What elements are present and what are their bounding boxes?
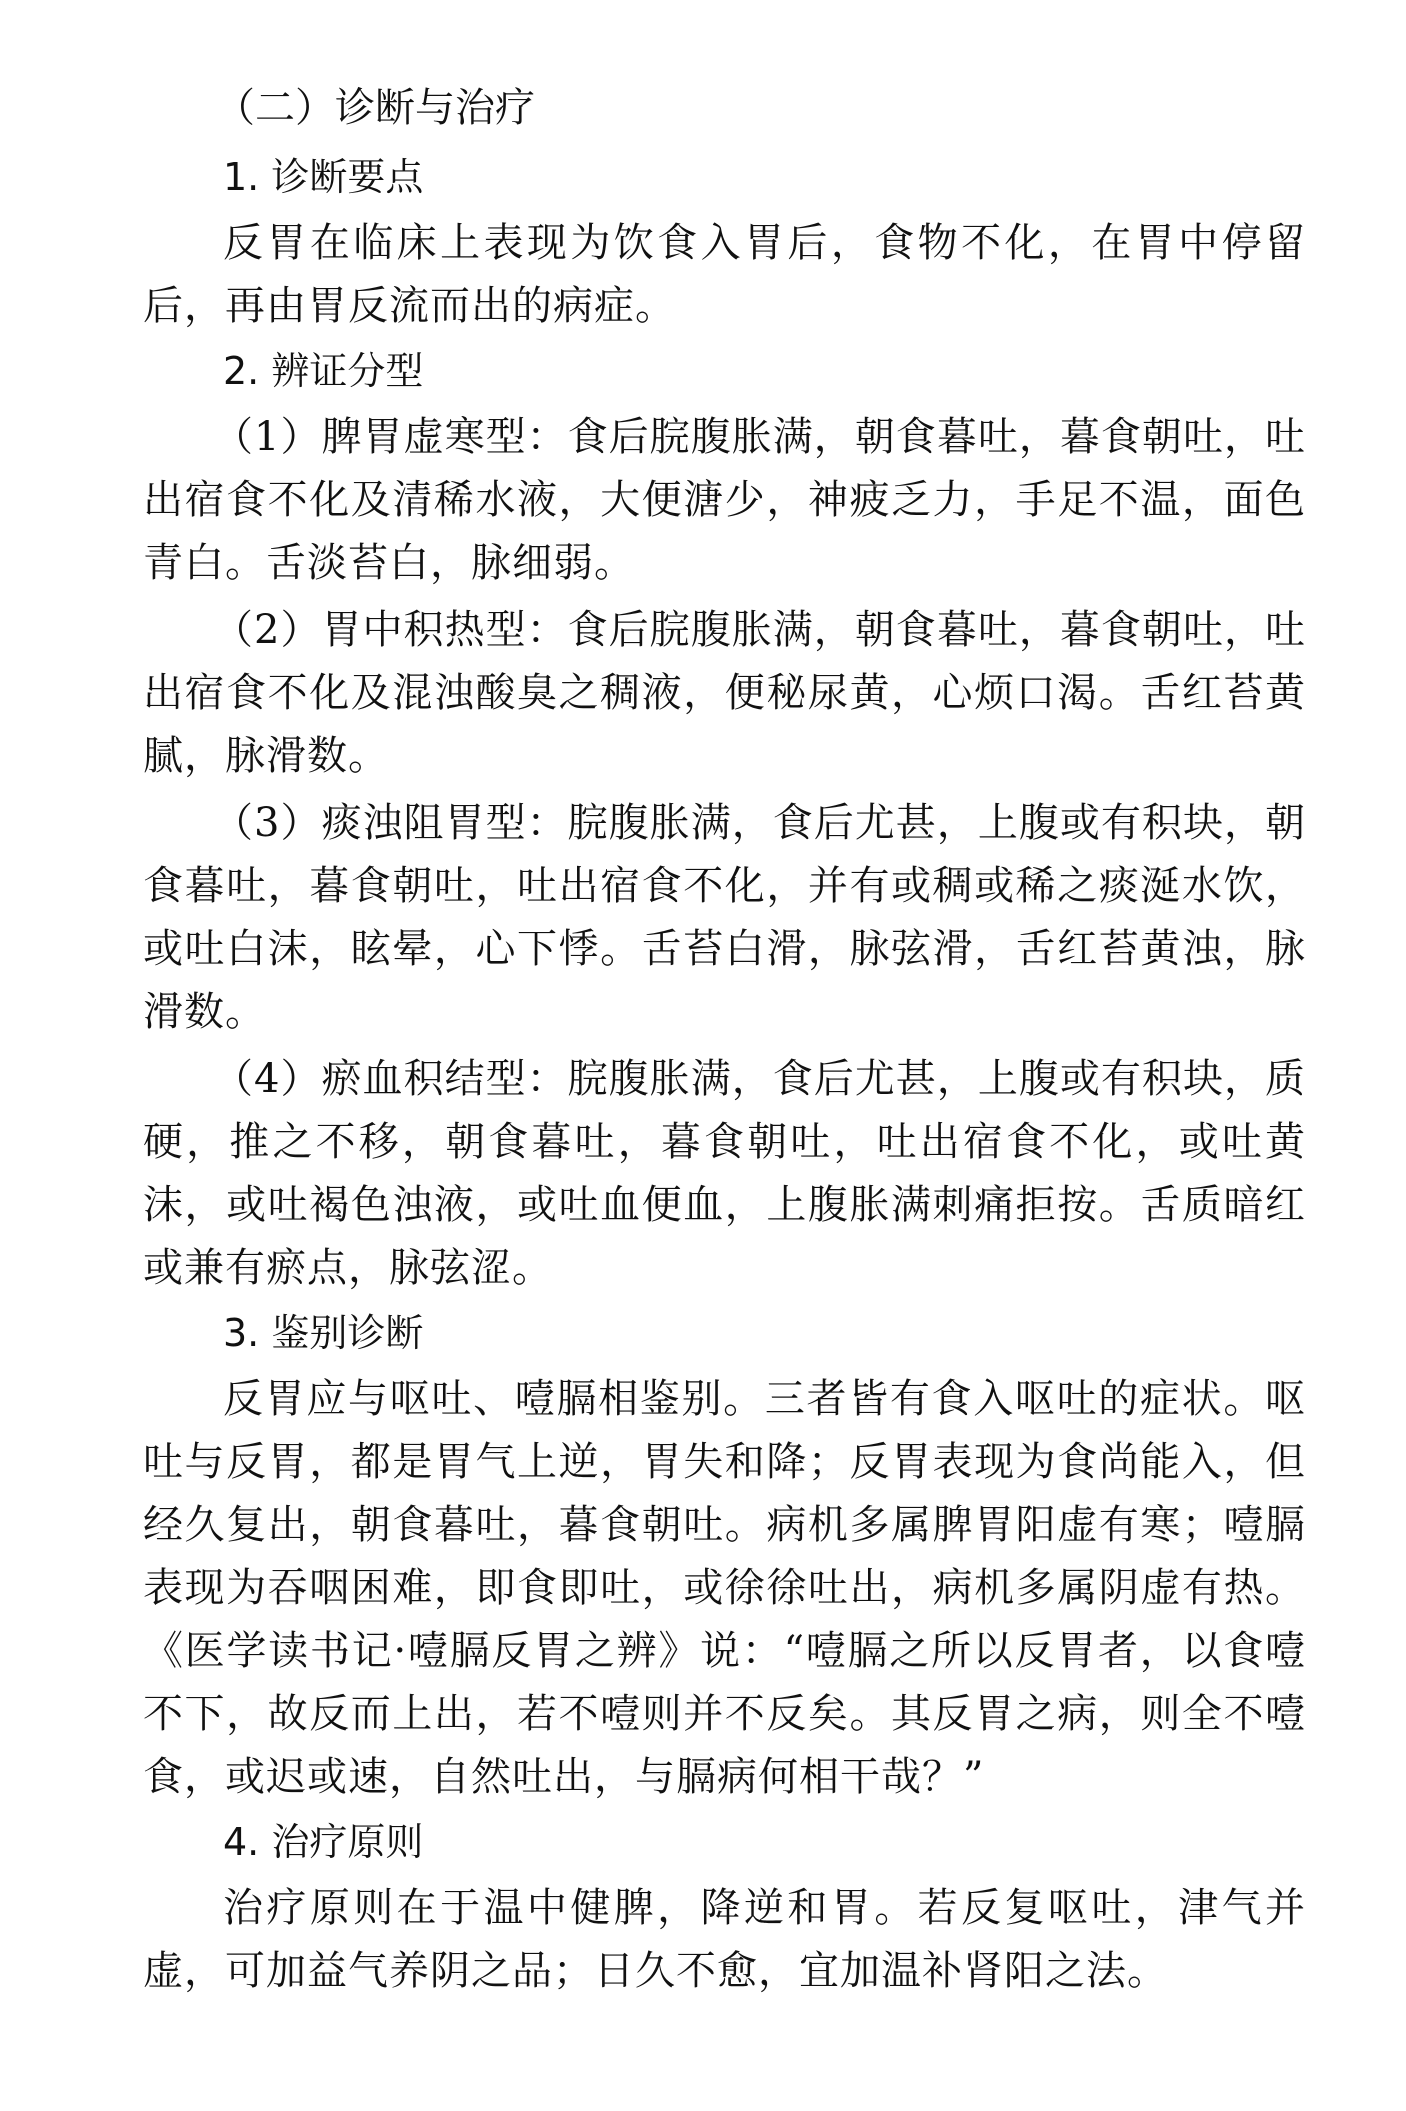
paragraph-type-4: （4）瘀血积结型：脘腹胀满，食后尤甚，上腹或有积块，质硬，推之不移，朝食暮吐，暮食朝吐，吐出宿食不化，或吐黄沫，或吐褐色浊液，或吐血便血，上腹胀满刺痛拒按。舌质暗红或兼有瘀点，脉弦涩。 xyxy=(143,1056,1306,1291)
item-treatment-principle xyxy=(143,1813,1306,2003)
section-title: （二）诊断与治疗 xyxy=(215,85,535,131)
paragraph-type-2: （2）胃中积热型：食后脘腹胀满，朝食暮吐，暮食朝吐，吐出宿食不化及混浊酸臭之稠液，便秘尿黄，心烦口渴。舌红苔黄腻，脉滑数。 xyxy=(143,607,1306,779)
document-page xyxy=(143,78,1306,2007)
paragraph-differential: 反胃应与呕吐、噎膈相鉴别。三者皆有食入呕吐的症状。呕吐与反胃，都是胃气上逆，胃失和降；反胃表现为食尚能入，但经久复出，朝食暮吐，暮食朝吐。病机多属脾胃阳虚有寒；噎膈表现为吞咽困难，即食即吐，或徐徐吐出，病机多属阴虚有热。《医学读书记·噎膈反胃之辨》说：“噎膈之所以反胃者，以食噎不下，故反而上出，若不噎则并不反矣。其反胃之病，则全不噎食，或迟或速，自然吐出，与膈病何相干哉？” xyxy=(143,1376,1306,1800)
item-diagnosis-points xyxy=(143,148,1306,338)
heading-diagnosis-points: 1. 诊断要点 xyxy=(223,155,424,199)
item-differential-diagnosis xyxy=(143,1304,1306,1809)
heading-syndrome-types: 2. 辨证分型 xyxy=(223,349,424,393)
paragraph-definition: 反胃在临床上表现为饮食入胃后，食物不化，在胃中停留后，再由胃反流而出的病症。 xyxy=(143,220,1306,329)
heading-treatment-principle: 4. 治疗原则 xyxy=(223,1820,424,1864)
paragraph-type-3: （3）痰浊阻胃型：脘腹胀满，食后尤甚，上腹或有积块，朝食暮吐，暮食朝吐，吐出宿食不化，并有或稠或稀之痰涎水饮，或吐白沫，眩晕，心下悸。舌苔白滑，脉弦滑，舌红苔黄浊，脉滑数。 xyxy=(143,800,1306,1035)
paragraph-type-1: （1）脾胃虚寒型：食后脘腹胀满，朝食暮吐，暮食朝吐，吐出宿食不化及清稀水液，大便溏少，神疲乏力，手足不温，面色青白。舌淡苔白，脉细弱。 xyxy=(143,414,1306,586)
item-syndrome-types xyxy=(143,342,1306,1300)
heading-differential-diagnosis: 3. 鉴别诊断 xyxy=(223,1311,424,1355)
paragraph-treatment: 治疗原则在于温中健脾，降逆和胃。若反复呕吐，津气并虚，可加益气养阴之品；日久不愈，宜加温补肾阳之法。 xyxy=(143,1885,1306,1994)
